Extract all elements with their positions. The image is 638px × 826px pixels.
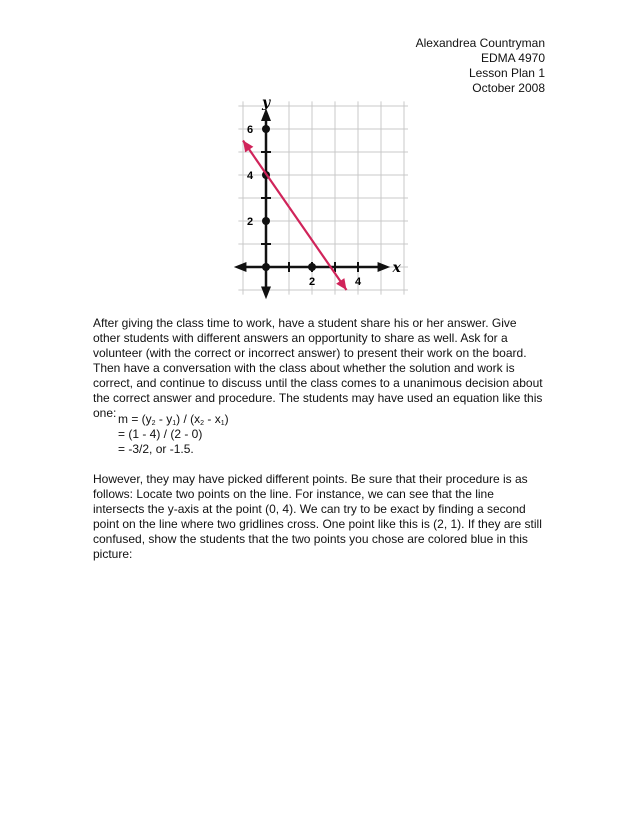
x-axis-label: x [392, 260, 401, 276]
graph-point [262, 125, 270, 133]
y-axis-label: y [262, 95, 271, 111]
course-code: EDMA 4970 [480, 51, 545, 65]
lesson-plan-label: Lesson Plan 1 [468, 66, 545, 80]
y-tick-label-4: 4 [247, 170, 254, 182]
x-axis-arrow-left [234, 262, 247, 272]
x-tick-label-4: 4 [355, 276, 362, 288]
document-date: October 2008 [472, 81, 545, 95]
document-header [416, 36, 545, 96]
x-tick-label-2: 2 [309, 276, 316, 288]
graph-point [262, 217, 270, 225]
equation-line-2: = (1 - 4) / (2 - 0) [118, 427, 203, 441]
red-line-arrow-bottom [336, 278, 346, 290]
y-tick-label-2: 2 [247, 216, 254, 228]
equation-line-3: = -3/2, or -1.5. [118, 442, 194, 456]
equation-line-1: $m = (y_2 - y_1) / (x_2 - x_1)$ [118, 412, 229, 427]
y-tick-label-6: 6 [247, 124, 254, 136]
graph-point [308, 263, 316, 271]
y-axis-arrow-down [261, 287, 271, 300]
paragraph-intro: After giving the class time to work, have a student share his or her answer. Give other students with different answers an opportunity to share as well. Ask for a volunteer (with the correct or incorrect answer) to present their work on the board. Then have a conversation with the class about whether the solution and work is correct, and continue to discuss until the class comes to a unanimous decision about the correct answer and procedure. The students may have used an equation like this one: [93, 316, 543, 420]
red-line-arrow-top [243, 141, 253, 153]
coordinate-graph [228, 93, 408, 303]
graph-point [262, 263, 270, 271]
slope-equation [118, 412, 229, 457]
x-axis-arrow-right [378, 262, 391, 272]
author-name: Alexandrea Countryman [415, 36, 545, 50]
paragraph-procedure: However, they may have picked different points. Be sure that their procedure is as follows: Locate two points on the line. For instance, we can see that the line intersects the y-axis at the point (0, 4). We can try to be exact by finding a second point on the line where two gridlines cross. One point like this is (2, 1). If they are still confused, show the students that the two points you chose are colored blue in this picture: [93, 472, 542, 561]
tick-marks [261, 152, 358, 272]
